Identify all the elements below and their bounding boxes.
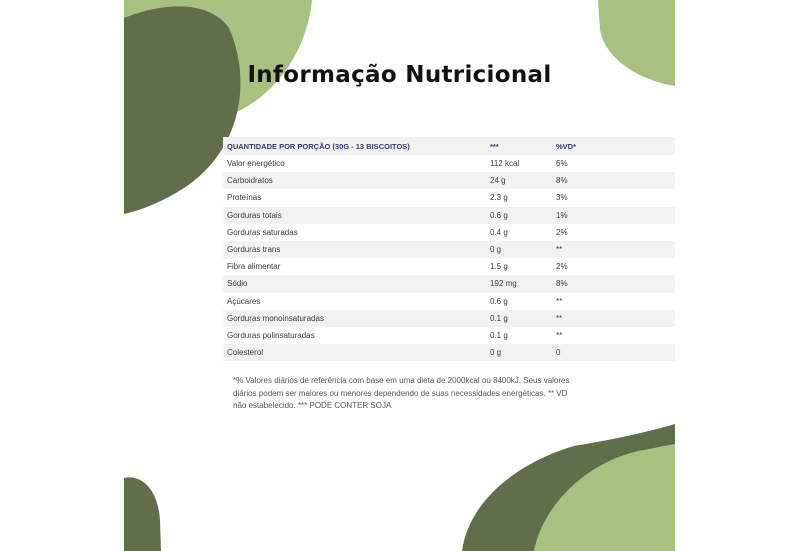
nutrient-name: Gorduras monoinsaturadas	[227, 313, 324, 323]
nutrition-table	[223, 137, 675, 361]
nutrient-amount: 2.3 g	[490, 193, 508, 203]
table-row	[223, 224, 675, 241]
footnote: *% Valores diários de referência com base em uma dieta de 2000kcal ou 8400kJ. Seus valores diários podem ser maiores ou menores dependendo de suas necessidades energéticas. ** VD não estabelecido. *** PODE CONTER SOJA	[233, 376, 570, 410]
table-row	[223, 189, 675, 206]
table-row	[223, 327, 675, 344]
nutrient-amount: 0.6 g	[490, 210, 508, 220]
nutrient-vd: 2%	[556, 227, 568, 237]
nutrient-vd: **	[556, 330, 563, 340]
nutrient-vd: 0	[556, 348, 561, 358]
nutrient-amount: 24 g	[490, 176, 506, 186]
nutrient-amount: 0 g	[490, 348, 502, 358]
nutrient-vd: **	[556, 245, 563, 255]
table-row	[223, 155, 675, 172]
table-row	[223, 275, 675, 292]
table-row	[223, 344, 675, 361]
table-row	[223, 258, 675, 275]
nutrient-amount: 192 mg	[490, 279, 517, 289]
nutrient-name: Carboidratos	[227, 176, 273, 186]
nutrient-vd: 1%	[556, 210, 568, 220]
nutrient-name: Gorduras totais	[227, 210, 282, 220]
table-row	[223, 207, 675, 224]
nutrient-name: Gorduras trans	[227, 245, 281, 255]
nutrient-amount: 112 kcal	[490, 159, 520, 169]
header-vd: %VD*	[556, 141, 577, 151]
nutrient-amount: 0.1 g	[490, 313, 508, 323]
nutrient-amount: 0.1 g	[490, 330, 508, 340]
nutrient-name: Fibra alimentar	[227, 262, 281, 272]
nutrient-name: Valor energético	[227, 159, 285, 169]
header-amount: ***	[490, 141, 499, 151]
nutrient-vd: 8%	[556, 279, 568, 289]
leaf-bottom-left-dark	[124, 477, 161, 551]
nutrition-panel	[124, 0, 675, 551]
nutrient-amount: 0.4 g	[490, 227, 508, 237]
table-header-row	[223, 137, 675, 155]
nutrient-vd: 8%	[556, 176, 568, 186]
nutrient-amount: 0.6 g	[490, 296, 508, 306]
nutrient-name: Proteínas	[227, 193, 262, 203]
table-row	[223, 241, 675, 258]
nutrient-vd: 2%	[556, 262, 568, 272]
table-row	[223, 172, 675, 189]
table-row	[223, 293, 675, 310]
table-row	[223, 310, 675, 327]
nutrient-vd: 6%	[556, 159, 568, 169]
nutrient-name: Sódio	[227, 279, 248, 289]
nutrient-vd: **	[556, 313, 563, 323]
nutrient-name: Gorduras polinsaturadas	[227, 330, 315, 340]
nutrient-vd: **	[556, 296, 563, 306]
nutrient-vd: 3%	[556, 193, 568, 203]
nutrient-name: Gorduras saturadas	[227, 227, 298, 237]
page-title: Informação Nutricional	[247, 62, 552, 88]
header-portion: QUANTIDADE POR PORÇÃO (30G - 13 BISCOITOS)	[227, 141, 410, 151]
nutrient-amount: 1.5 g	[490, 262, 508, 272]
nutrient-name: Açúcares	[227, 296, 261, 306]
nutrient-name: Colesterol	[227, 348, 264, 358]
nutrient-amount: 0 g	[490, 245, 502, 255]
